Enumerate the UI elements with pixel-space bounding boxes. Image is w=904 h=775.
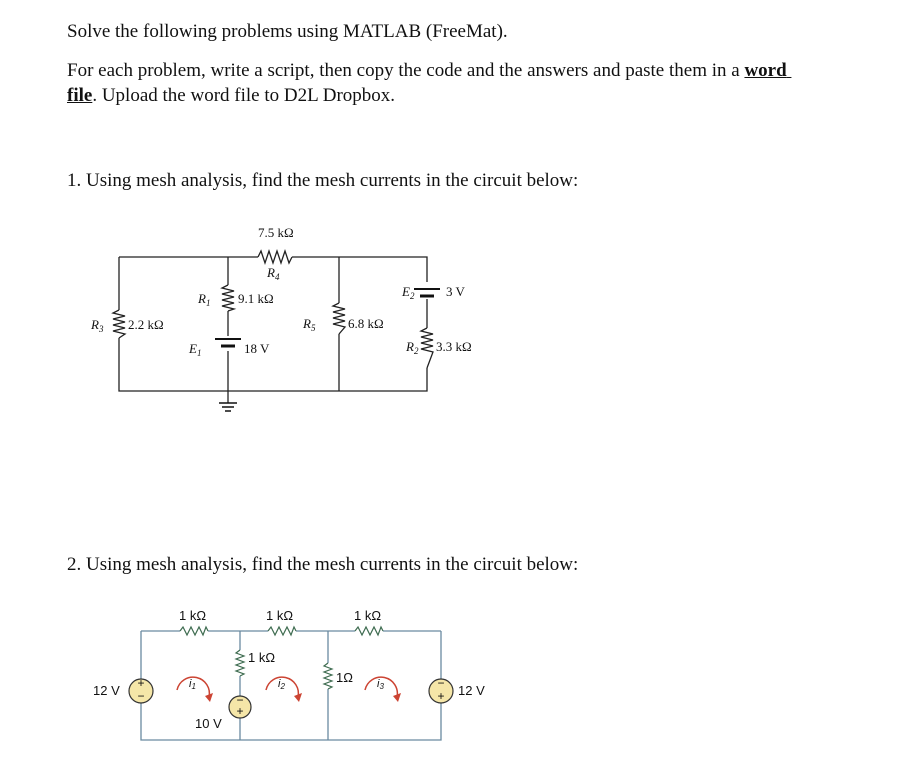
c2-source-right-minus: − (437, 676, 445, 690)
c1-r2-value: 3.3 kΩ (436, 339, 472, 354)
c2-r-top-right-value: 1 kΩ (354, 608, 382, 623)
c2-r-top-left (180, 627, 208, 635)
c2-source-left-value: 12 V (93, 683, 120, 698)
c1-e1-value: 18 V (244, 341, 270, 356)
c2-r-mid-left-value: 1 kΩ (248, 650, 276, 665)
c1-r1-zigzag (222, 285, 234, 311)
c2-i3-label: i3 (377, 678, 384, 691)
c1-r1-value: 9.1 kΩ (238, 291, 274, 306)
c2-source-mid-plus: + (236, 704, 244, 718)
c1-r3-label: $R_3$ (91, 317, 104, 334)
c1-r2-zigzag (421, 328, 433, 368)
c1-r4-label: $R_4$ (267, 265, 280, 282)
c1-r5-zigzag (333, 303, 345, 334)
c2-r-top-left-value: 1 kΩ (179, 608, 207, 623)
word-link[interactable]: word (744, 60, 787, 81)
heading: Solve the following problems using MATLAB (FreeMat). (67, 21, 508, 42)
c2-source-mid-value: 10 V (195, 716, 222, 731)
c2-i1-label: i1 (189, 678, 196, 691)
c2-left-wire-bot (141, 703, 441, 740)
c1-r5-label: $R_5$ (303, 316, 316, 333)
c2-source-right-plus: + (437, 689, 445, 703)
c1-r1-label: $R_1$ (198, 291, 211, 308)
c1-e1-label: $E_1$ (189, 341, 202, 358)
c1-r5-value: 6.8 kΩ (348, 316, 384, 331)
c1-r3-value: 2.2 kΩ (128, 317, 164, 332)
instructions-text-2: . Upload the word file to D2L Dropbox. (92, 85, 396, 106)
problem-2-title: 2. Using mesh analysis, find the mesh currents in the circuit below: (67, 554, 579, 575)
c2-source-left-plus: + (137, 676, 145, 690)
c1-e2-label: $E_2$ (402, 284, 415, 301)
c1-r4-zigzag (258, 251, 292, 263)
c2-i2-label: i2 (278, 678, 285, 691)
file-link[interactable]: file (67, 85, 93, 106)
c2-r-top-mid-value: 1 kΩ (266, 608, 294, 623)
c2-r-top-right (355, 627, 383, 635)
c2-source-mid-minus: − (236, 693, 244, 707)
c1-r3-zigzag (113, 310, 125, 338)
c1-left-wire-bottom (119, 338, 427, 391)
c2-source-left-minus: − (137, 689, 145, 703)
c2-r-top-mid (268, 627, 296, 635)
c2-r-mid-right-value: 1Ω (336, 670, 353, 685)
c2-r-mid-left (236, 650, 244, 676)
c2-source-right-value: 12 V (458, 683, 485, 698)
instructions-text: For each problem, write a script, then copy the code and the answers and paste them in a (67, 60, 745, 81)
c2-r-mid-right (324, 663, 332, 689)
problem-1-title: 1. Using mesh analysis, find the mesh currents in the circuit below: (67, 170, 579, 191)
c1-e2-value: 3 V (446, 284, 465, 299)
c1-top-right-wire (292, 257, 427, 282)
c1-r2-label: $R_2$ (406, 339, 419, 356)
c1-r4-value: 7.5 kΩ (258, 225, 294, 240)
